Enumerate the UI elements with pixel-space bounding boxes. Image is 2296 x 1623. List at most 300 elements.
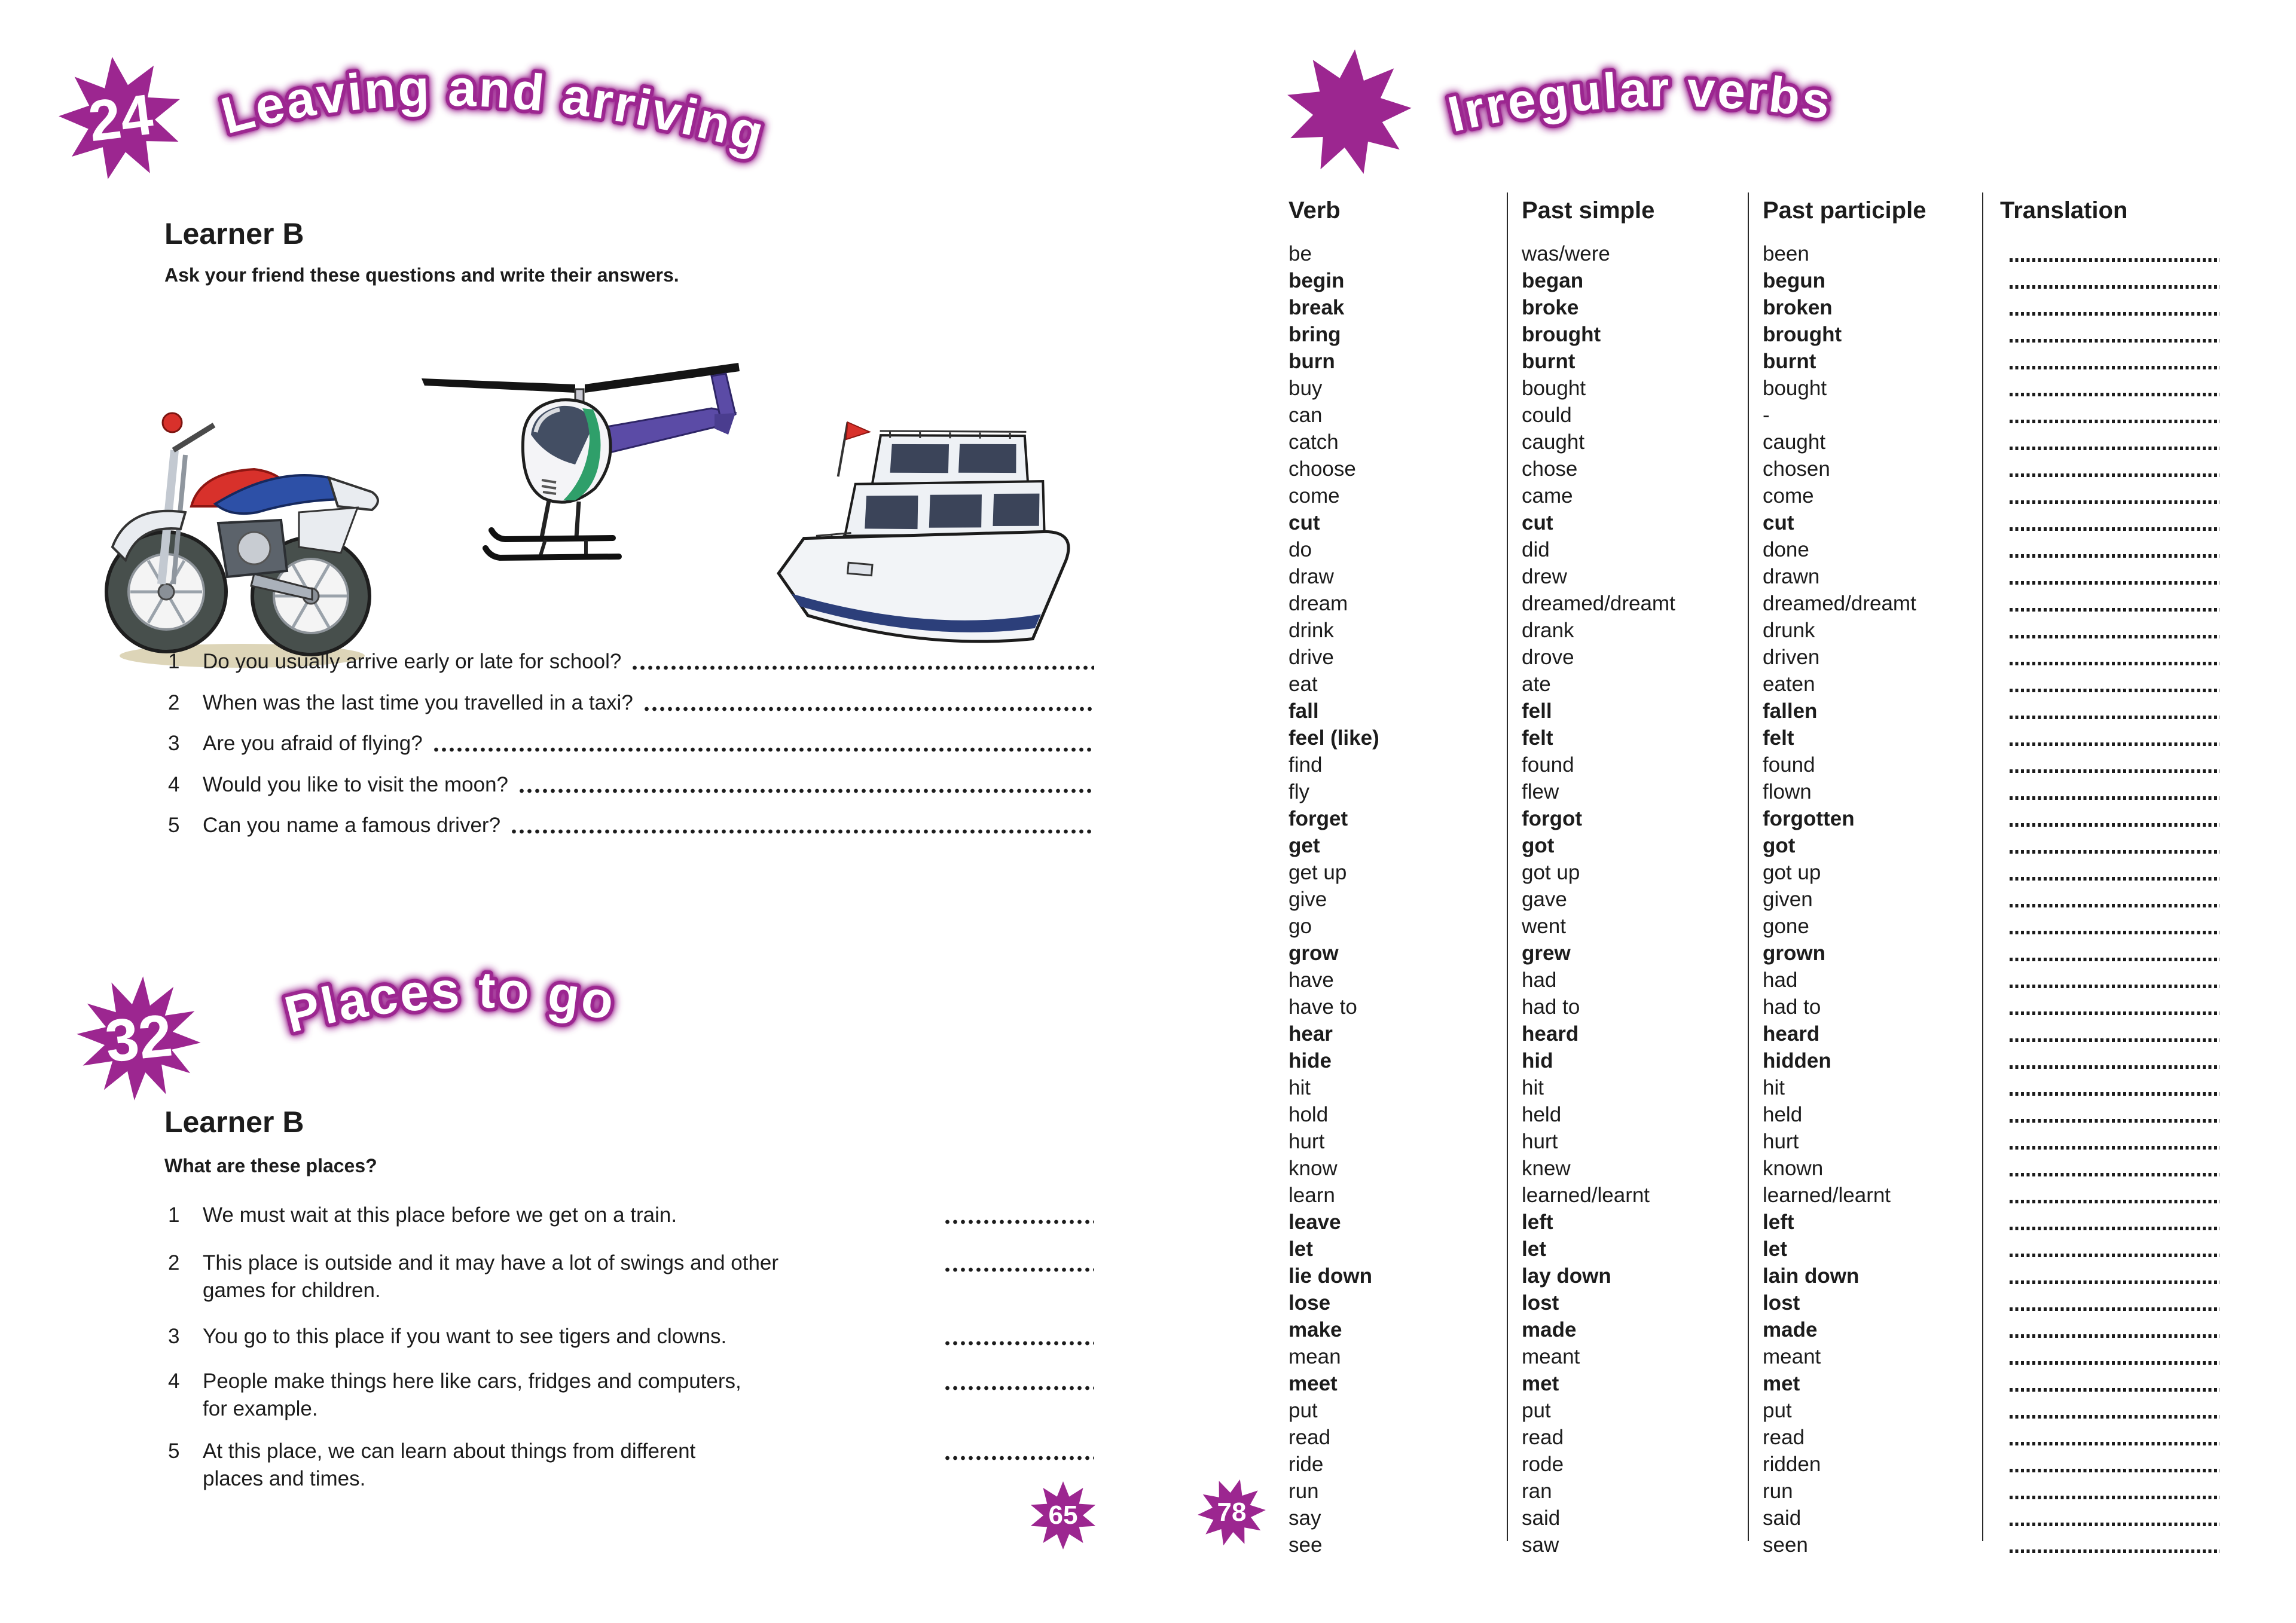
past-simple-cell: saw	[1522, 1533, 1559, 1557]
question-row	[168, 732, 1094, 756]
past-simple-cell: read	[1522, 1426, 1564, 1449]
past-simple-cell: ate	[1522, 673, 1551, 696]
past-simple-cell: could	[1522, 404, 1572, 427]
verb-cell: eat	[1289, 673, 1318, 696]
question-text: When was the last time you travelled in a taxi?	[203, 690, 633, 714]
past-simple-cell: heard	[1522, 1022, 1579, 1046]
verb-cell: lose	[1289, 1291, 1331, 1315]
past-participle-cell: let	[1763, 1237, 1787, 1261]
past-simple-cell: was/were	[1522, 242, 1610, 265]
verb-cell: be	[1289, 242, 1312, 265]
verb-cell: burn	[1289, 350, 1335, 373]
verb-table-row	[1289, 1101, 2233, 1128]
answer-dotted-line	[631, 665, 1094, 670]
past-simple-cell: hurt	[1522, 1130, 1558, 1153]
verb-table-row	[1289, 1532, 2233, 1558]
translation-dotted-line	[2010, 1496, 2220, 1499]
question-row	[168, 814, 1094, 838]
past-simple-cell: brought	[1522, 323, 1601, 346]
past-simple-cell: forgot	[1522, 807, 1583, 830]
verb-table-row	[1289, 859, 2233, 886]
translation-dotted-line	[2010, 1469, 2220, 1472]
question-number: 3	[168, 732, 180, 755]
past-simple-cell: had to	[1522, 995, 1580, 1019]
past-participle-cell: left	[1763, 1211, 1794, 1234]
answer-dotted-line	[944, 1341, 1094, 1346]
translation-dotted-line	[2010, 581, 2220, 585]
translation-dotted-line	[2010, 285, 2220, 289]
verb-table-row	[1289, 1505, 2233, 1532]
translation-dotted-line	[2010, 1549, 2220, 1553]
past-simple-cell: cut	[1522, 511, 1553, 534]
past-participle-cell: caught	[1763, 430, 1826, 454]
verb-cell: hurt	[1289, 1130, 1325, 1153]
verb-table-row	[1289, 429, 2233, 456]
past-simple-cell: dreamed/dreamt	[1522, 592, 1675, 615]
verb-table-row	[1289, 751, 2233, 778]
verb-cell: cut	[1289, 511, 1320, 534]
question-text: At this place, we can learn about things from different places and times.	[203, 1439, 696, 1490]
verb-table-row	[1289, 698, 2233, 725]
column-header-translation: Translation	[2000, 197, 2128, 224]
verb-table-row	[1289, 1155, 2233, 1182]
past-participle-cell: lain down	[1763, 1264, 1860, 1288]
verb-table-row	[1289, 1343, 2233, 1370]
verb-table-row	[1289, 536, 2233, 563]
unit-24-title	[197, 30, 789, 191]
verb-cell: begin	[1289, 269, 1345, 292]
verb-table-row	[1289, 967, 2233, 994]
past-simple-cell: chose	[1522, 457, 1578, 481]
verb-table-row	[1289, 1370, 2233, 1397]
verb-cell: choose	[1289, 457, 1356, 481]
translation-dotted-line	[2010, 527, 2220, 531]
past-participle-cell: hit	[1763, 1076, 1785, 1099]
verb-cell: drink	[1289, 619, 1334, 642]
question-row	[168, 1368, 1094, 1423]
past-participle-cell: put	[1763, 1399, 1792, 1422]
past-simple-cell: drank	[1522, 619, 1574, 642]
question-number: 4	[168, 772, 180, 796]
answer-dotted-line	[944, 1386, 1094, 1390]
verb-table-row	[1289, 1263, 2233, 1289]
translation-dotted-line	[2010, 1146, 2220, 1150]
translation-dotted-line	[2010, 420, 2220, 423]
verb-cell: buy	[1289, 377, 1323, 400]
past-simple-cell: met	[1522, 1372, 1559, 1395]
answer-dotted-line	[944, 1219, 1094, 1224]
translation-dotted-line	[2010, 1307, 2220, 1311]
verb-table-row	[1289, 509, 2233, 536]
verb-table-row	[1289, 778, 2233, 805]
past-participle-cell: hidden	[1763, 1049, 1831, 1072]
verb-table-row	[1289, 832, 2233, 859]
question-text: Do you usually arrive early or late for school?	[203, 650, 622, 673]
verb-table-row	[1289, 1047, 2233, 1074]
past-simple-cell: fell	[1522, 699, 1552, 723]
verb-table-row	[1289, 940, 2233, 967]
translation-dotted-line	[2010, 1173, 2220, 1176]
verb-table-row	[1289, 456, 2233, 482]
verb-cell: bring	[1289, 323, 1341, 346]
past-participle-cell: fallen	[1763, 699, 1818, 723]
verb-table-row	[1289, 240, 2233, 267]
past-participle-cell: gone	[1763, 915, 1809, 938]
past-participle-cell: hurt	[1763, 1130, 1799, 1153]
past-participle-cell: lost	[1763, 1291, 1800, 1315]
verb-table-row	[1289, 348, 2233, 375]
verb-cell: learn	[1289, 1184, 1335, 1207]
past-simple-cell: flew	[1522, 780, 1559, 803]
verb-table-row	[1289, 1236, 2233, 1263]
past-participle-cell: drunk	[1763, 619, 1815, 642]
verb-table-row	[1289, 1289, 2233, 1316]
past-participle-cell: found	[1763, 753, 1815, 777]
question-number: 1	[168, 650, 180, 673]
translation-dotted-line	[2010, 931, 2220, 934]
question-number: 4	[168, 1370, 180, 1393]
translation-dotted-line	[2010, 742, 2220, 746]
past-simple-cell: learned/learnt	[1522, 1184, 1650, 1207]
answer-dotted-line	[518, 788, 1094, 793]
question-number: 5	[168, 1439, 180, 1463]
past-participle-cell: got up	[1763, 861, 1821, 884]
question-text: We must wait at this place before we get on a train.	[203, 1203, 677, 1227]
verb-table-row	[1289, 1478, 2233, 1505]
page-number-65: 65	[1048, 1500, 1078, 1530]
translation-dotted-line	[2010, 1011, 2220, 1015]
translation-dotted-line	[2010, 1038, 2220, 1042]
answer-dotted-line	[510, 829, 1094, 834]
verb-cell: hear	[1289, 1022, 1333, 1046]
question-number: 5	[168, 814, 180, 837]
verb-table-row	[1289, 1451, 2233, 1478]
verb-cell: hide	[1289, 1049, 1332, 1072]
verb-cell: get	[1289, 834, 1320, 857]
past-simple-cell: caught	[1522, 430, 1585, 454]
question-text: You go to this place if you want to see tigers and clowns.	[203, 1325, 727, 1348]
verb-cell: meet	[1289, 1372, 1338, 1395]
past-participle-cell: eaten	[1763, 673, 1815, 696]
verb-cell: dream	[1289, 592, 1348, 615]
verb-table-row	[1289, 671, 2233, 698]
translation-dotted-line	[2010, 473, 2220, 477]
verb-cell: go	[1289, 915, 1312, 938]
learner-heading-32: Learner B	[164, 1105, 304, 1139]
translation-dotted-line	[2010, 1119, 2220, 1123]
past-participle-cell: got	[1763, 834, 1796, 857]
question-text: Are you afraid of flying?	[203, 732, 423, 755]
verb-cell: catch	[1289, 430, 1339, 454]
question-row	[168, 773, 1094, 797]
past-simple-cell: felt	[1522, 726, 1553, 750]
svg-text:Irregular verbs: Irregular verbs	[1443, 60, 1836, 143]
past-participle-cell: ridden	[1763, 1453, 1821, 1476]
past-participle-cell: broken	[1763, 296, 1833, 319]
past-participle-cell: begun	[1763, 269, 1825, 292]
verb-table-row	[1289, 644, 2233, 671]
verb-table-row	[1289, 886, 2233, 913]
past-participle-cell: known	[1763, 1157, 1824, 1180]
verb-cell: run	[1289, 1480, 1319, 1503]
learner-heading-24: Learner B	[164, 217, 304, 250]
translation-dotted-line	[2010, 1227, 2220, 1230]
question-row	[168, 1323, 1094, 1350]
past-participle-cell: felt	[1763, 726, 1794, 750]
verb-cell: break	[1289, 296, 1345, 319]
answer-dotted-line	[944, 1267, 1094, 1272]
translation-dotted-line	[2010, 1334, 2220, 1338]
past-simple-cell: made	[1522, 1318, 1577, 1341]
verb-cell: know	[1289, 1157, 1338, 1180]
verb-cell: drive	[1289, 646, 1334, 669]
translation-dotted-line	[2010, 1065, 2220, 1069]
verb-cell: draw	[1289, 565, 1334, 588]
past-simple-cell: began	[1522, 269, 1584, 292]
past-participle-cell: chosen	[1763, 457, 1830, 481]
translation-dotted-line	[2010, 500, 2220, 504]
translation-dotted-line	[2010, 1092, 2220, 1096]
past-simple-cell: lay down	[1522, 1264, 1611, 1288]
past-simple-cell: gave	[1522, 888, 1567, 911]
verb-rows	[1289, 240, 2233, 1573]
svg-text:Places to go: Places to go	[279, 961, 619, 1044]
unit-24-number: 24	[85, 82, 157, 154]
past-participle-cell: flown	[1763, 780, 1812, 803]
translation-dotted-line	[2010, 635, 2220, 638]
past-participle-cell: held	[1763, 1103, 1803, 1126]
translation-dotted-line	[2010, 1415, 2220, 1419]
past-participle-cell: meant	[1763, 1345, 1821, 1368]
verb-cell: come	[1289, 484, 1340, 508]
verb-cell: see	[1289, 1533, 1323, 1557]
question-row	[168, 1438, 1094, 1493]
past-participle-cell: burnt	[1763, 350, 1816, 373]
unit-32-title	[257, 933, 646, 1082]
past-simple-cell: burnt	[1522, 350, 1576, 373]
past-simple-cell: bought	[1522, 377, 1586, 400]
translation-dotted-line	[2010, 662, 2220, 665]
question-number: 1	[168, 1203, 180, 1227]
verb-cell: ride	[1289, 1453, 1324, 1476]
past-simple-cell: put	[1522, 1399, 1551, 1422]
translation-dotted-line	[2010, 339, 2220, 343]
translation-dotted-line	[2010, 985, 2220, 988]
instruction-24: Ask your friend these questions and write their answers.	[164, 264, 679, 286]
verb-cell: read	[1289, 1426, 1331, 1449]
verb-table-row	[1289, 402, 2233, 429]
past-simple-cell: grew	[1522, 942, 1571, 965]
past-simple-cell: ran	[1522, 1480, 1552, 1503]
question-text: This place is outside and it may have a lot of swings and other games for children.	[203, 1251, 779, 1302]
past-participle-cell: made	[1763, 1318, 1818, 1341]
past-simple-cell: had	[1522, 968, 1557, 992]
verb-cell: hold	[1289, 1103, 1329, 1126]
past-simple-cell: said	[1522, 1506, 1561, 1530]
translation-dotted-line	[2010, 1523, 2220, 1526]
translation-dotted-line	[2010, 608, 2220, 612]
verb-table-row	[1289, 590, 2233, 617]
question-row	[168, 1249, 1094, 1304]
verb-cell: grow	[1289, 942, 1339, 965]
verb-table-row	[1289, 482, 2233, 509]
verb-cell: fall	[1289, 699, 1319, 723]
question-row	[168, 691, 1094, 715]
past-simple-cell: knew	[1522, 1157, 1571, 1180]
boat-illustration	[762, 395, 1088, 655]
past-simple-cell: drove	[1522, 646, 1574, 669]
past-participle-cell: done	[1763, 538, 1809, 561]
translation-dotted-line	[2010, 447, 2220, 450]
verb-cell: can	[1289, 404, 1323, 427]
verb-cell: feel (like)	[1289, 726, 1379, 750]
helicopter-illustration	[413, 338, 747, 583]
past-simple-cell: drew	[1522, 565, 1567, 588]
question-text: People make things here like cars, fridges and computers, for example.	[203, 1370, 741, 1420]
translation-dotted-line	[2010, 1200, 2220, 1203]
translation-dotted-line	[2010, 689, 2220, 692]
past-participle-cell: forgotten	[1763, 807, 1855, 830]
past-participle-cell: heard	[1763, 1022, 1820, 1046]
verb-cell: give	[1289, 888, 1327, 911]
verb-table-row	[1289, 563, 2233, 590]
verb-table-row	[1289, 1182, 2233, 1209]
verb-table-row	[1289, 725, 2233, 751]
column-header-verb: Verb	[1289, 197, 1341, 224]
past-simple-cell: did	[1522, 538, 1550, 561]
question-number: 3	[168, 1325, 180, 1348]
past-simple-cell: left	[1522, 1211, 1553, 1234]
column-header-past-simple: Past simple	[1522, 197, 1655, 224]
verb-cell: forget	[1289, 807, 1348, 830]
irregular-verbs-title	[1411, 33, 1871, 182]
translation-dotted-line	[2010, 1254, 2220, 1257]
past-participle-cell: been	[1763, 242, 1809, 265]
verb-cell: put	[1289, 1399, 1318, 1422]
translation-dotted-line	[2010, 366, 2220, 369]
verb-table-row	[1289, 375, 2233, 402]
verb-cell: have	[1289, 968, 1334, 992]
unit-32-number: 32	[102, 1001, 176, 1075]
verb-table-row	[1289, 1074, 2233, 1101]
past-simple-cell: broke	[1522, 296, 1579, 319]
verb-cell: lie down	[1289, 1264, 1372, 1288]
question-text: Can you name a famous driver?	[203, 814, 501, 837]
verb-table-row	[1289, 294, 2233, 321]
past-participle-cell: seen	[1763, 1533, 1808, 1557]
past-participle-cell: come	[1763, 484, 1814, 508]
translation-dotted-line	[2010, 1361, 2220, 1365]
verb-table-row	[1289, 1128, 2233, 1155]
translation-dotted-line	[2010, 1388, 2220, 1392]
translation-dotted-line	[2010, 904, 2220, 907]
past-participle-cell: learned/learnt	[1763, 1184, 1891, 1207]
answer-dotted-line	[643, 707, 1094, 711]
answer-dotted-line	[944, 1456, 1094, 1460]
past-participle-cell: bought	[1763, 377, 1827, 400]
questions-32	[168, 1202, 1094, 1512]
verb-table-row	[1289, 994, 2233, 1020]
verb-table-row	[1289, 617, 2233, 644]
translation-dotted-line	[2010, 769, 2220, 773]
past-simple-cell: got up	[1522, 861, 1580, 884]
verb-table-row	[1289, 267, 2233, 294]
verb-cell: let	[1289, 1237, 1313, 1261]
translation-dotted-line	[2010, 796, 2220, 800]
verb-cell: make	[1289, 1318, 1342, 1341]
questions-24	[168, 650, 1094, 865]
verb-cell: find	[1289, 753, 1323, 777]
verb-table-row	[1289, 1316, 2233, 1343]
instruction-32: What are these places?	[164, 1155, 377, 1176]
past-simple-cell: lost	[1522, 1291, 1559, 1315]
verb-cell: get up	[1289, 861, 1347, 884]
past-simple-cell: let	[1522, 1237, 1546, 1261]
past-simple-cell: hid	[1522, 1049, 1553, 1072]
question-text: Would you like to visit the moon?	[203, 772, 509, 796]
past-simple-cell: meant	[1522, 1345, 1580, 1368]
verb-table-row	[1289, 1209, 2233, 1236]
page-number-78: 78	[1217, 1497, 1247, 1527]
past-participle-cell: given	[1763, 888, 1813, 911]
verb-table-row	[1289, 1397, 2233, 1424]
verb-table-row	[1289, 1020, 2233, 1047]
verb-cell: say	[1289, 1506, 1321, 1530]
translation-dotted-line	[2010, 716, 2220, 719]
translation-dotted-line	[2010, 877, 2220, 881]
translation-dotted-line	[2010, 393, 2220, 396]
verb-table-row	[1289, 1424, 2233, 1451]
translation-dotted-line	[2010, 554, 2220, 558]
verb-table-row	[1289, 321, 2233, 348]
past-simple-cell: went	[1522, 915, 1566, 938]
past-participle-cell: said	[1763, 1506, 1802, 1530]
column-header-past-participle: Past participle	[1763, 197, 1926, 224]
question-number: 2	[168, 1251, 180, 1274]
past-participle-cell: brought	[1763, 323, 1842, 346]
translation-dotted-line	[2010, 1442, 2220, 1445]
past-participle-cell: had to	[1763, 995, 1821, 1019]
translation-dotted-line	[2010, 312, 2220, 316]
past-participle-cell: driven	[1763, 646, 1820, 669]
translation-dotted-line	[2010, 958, 2220, 961]
irregular-verbs-badge	[1280, 44, 1417, 181]
verb-cell: do	[1289, 538, 1312, 561]
past-participle-cell: dreamed/dreamt	[1763, 592, 1916, 615]
past-participle-cell: -	[1763, 404, 1770, 427]
verb-cell: hit	[1289, 1076, 1311, 1099]
motorcycle-illustration	[102, 350, 383, 673]
verb-table-row	[1289, 913, 2233, 940]
translation-dotted-line	[2010, 850, 2220, 854]
answer-dotted-line	[432, 747, 1094, 752]
past-simple-cell: held	[1522, 1103, 1562, 1126]
verb-cell: have to	[1289, 995, 1357, 1019]
past-simple-cell: came	[1522, 484, 1573, 508]
past-participle-cell: cut	[1763, 511, 1794, 534]
past-participle-cell: had	[1763, 968, 1798, 992]
past-simple-cell: rode	[1522, 1453, 1564, 1476]
question-row	[168, 650, 1094, 674]
translation-dotted-line	[2010, 823, 2220, 827]
verb-cell: fly	[1289, 780, 1309, 803]
translation-dotted-line	[2010, 258, 2220, 262]
question-number: 2	[168, 690, 180, 714]
past-participle-cell: met	[1763, 1372, 1800, 1395]
translation-dotted-line	[2010, 1280, 2220, 1284]
past-participle-cell: run	[1763, 1480, 1793, 1503]
verb-cell: leave	[1289, 1211, 1341, 1234]
